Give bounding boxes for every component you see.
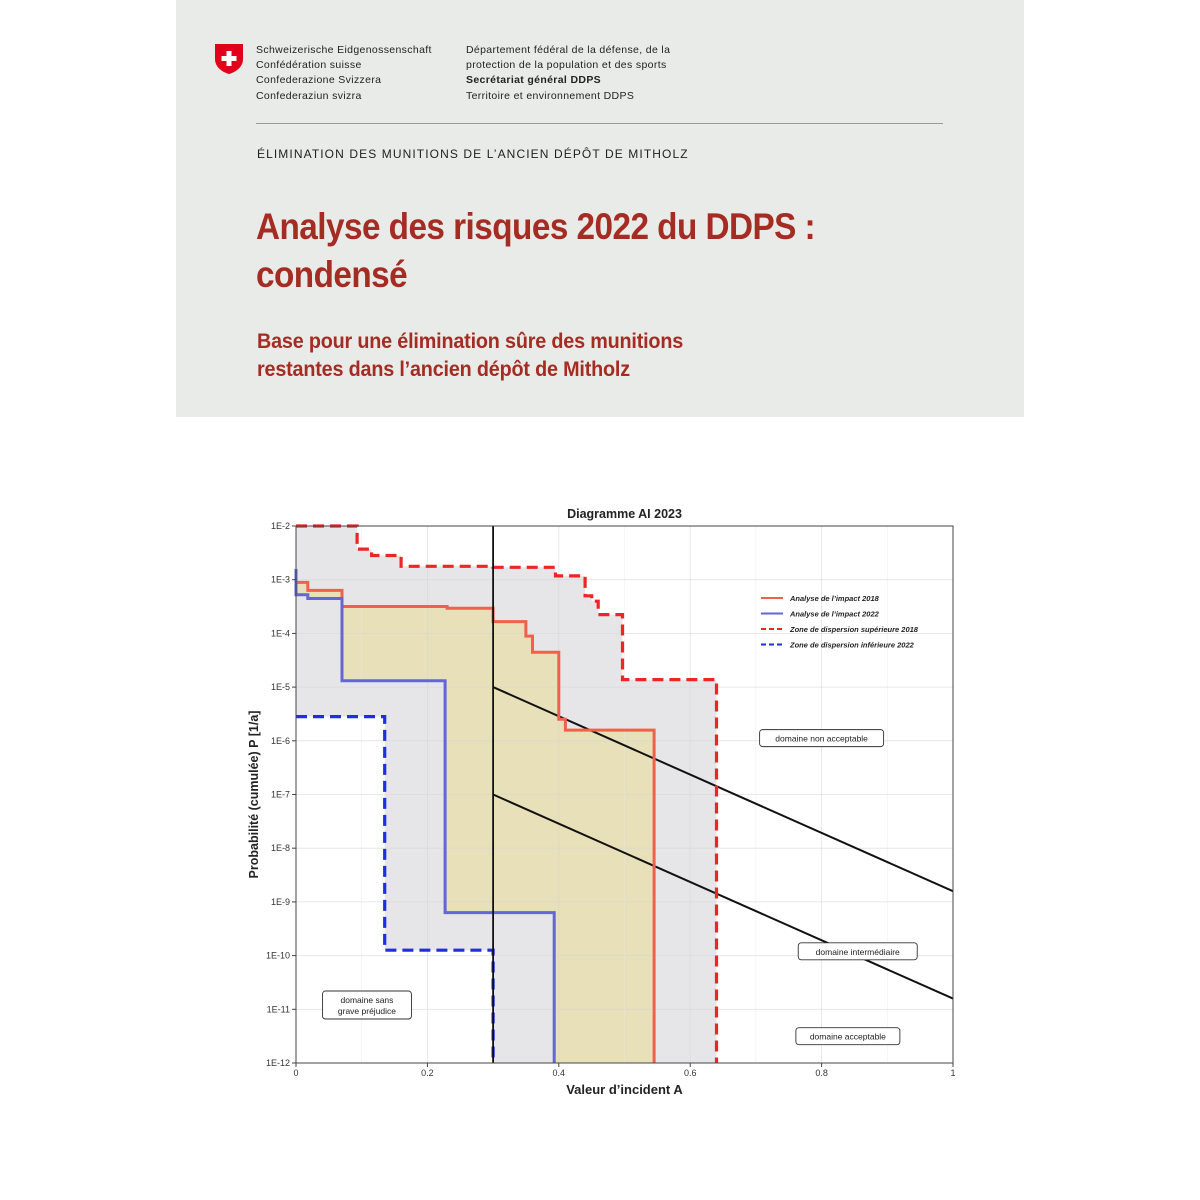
legend-label: Zone de dispersion inférieure 2022 [790, 640, 914, 650]
annotation-label: domaine sans [340, 995, 394, 1006]
swiss-flag-icon [214, 43, 244, 75]
department-line: Secrétariat général DDPS [466, 74, 602, 87]
department-line: Département fédéral de la défense, de la [466, 44, 671, 56]
y-tick-label: 1E-5 [270, 682, 290, 693]
legend-label: Analyse de l’impact 2018 [790, 594, 879, 603]
confederation-line: Confédération suisse [256, 59, 362, 72]
confederation-line: Confederazione Svizzera [256, 74, 382, 87]
department-names [466, 43, 670, 104]
y-tick-label: 1E-6 [270, 735, 290, 746]
y-tick-label: 1E-2 [270, 521, 290, 531]
y-tick-label: 1E-3 [270, 574, 290, 585]
confederation-line: Confederaziun svizra [256, 89, 362, 102]
y-tick-label: 1E-9 [270, 896, 290, 907]
series-title: ÉLIMINATION DES MUNITIONS DE L’ANCIEN DÉPÔT DE MITHOLZ [257, 147, 689, 161]
y-tick-label: 1E-12 [265, 1058, 290, 1068]
annotation-label: domaine non acceptable [775, 733, 868, 744]
annotation-label: domaine intermédiaire [815, 946, 900, 957]
y-tick-label: 1E-8 [270, 843, 290, 854]
title-line: condensé [256, 254, 408, 295]
annotation-label: grave préjudice [337, 1006, 397, 1017]
document-title [256, 203, 904, 299]
x-axis-label: Valeur d’incident A [566, 1082, 683, 1097]
ai-diagram-chart [240, 495, 970, 1105]
x-tick-label: 0.2 [421, 1068, 434, 1078]
x-tick-label: 0 [293, 1068, 299, 1078]
title-line: Analyse des risques 2022 du DDPS : [256, 206, 816, 247]
department-line: Territoire et environnement DDPS [466, 89, 635, 102]
y-tick-label: 1E-11 [266, 1004, 290, 1015]
y-tick-label: 1E-7 [270, 789, 290, 800]
x-tick-label: 0.6 [683, 1068, 697, 1078]
chart-title: Diagramme AI 2023 [567, 507, 682, 521]
y-axis-label: Probabilité (cumulée) P [1/a] [247, 710, 261, 879]
legend-label: Zone de dispersion supérieure 2018 [790, 625, 918, 634]
x-tick-label: 1 [950, 1068, 956, 1078]
subtitle-line: Base pour une élimination sûre des munitions [257, 329, 684, 353]
confederation-names [256, 43, 432, 104]
x-tick-label: 0.4 [552, 1068, 566, 1078]
x-tick-label: 0.8 [815, 1068, 828, 1078]
subtitle-line: restantes dans l’ancien dépôt de Mitholz [257, 357, 630, 381]
document-subtitle [257, 327, 683, 383]
department-line: protection de la population et des sports [466, 59, 667, 72]
y-tick-label: 1E-4 [270, 628, 290, 639]
confederation-line: Schweizerische Eidgenossenschaft [256, 44, 432, 56]
legend-label: Analyse de l’impact 2022 [790, 609, 879, 619]
header-divider [256, 123, 943, 124]
y-tick-label: 1E-10 [265, 950, 290, 961]
annotation-label: domaine acceptable [809, 1031, 886, 1042]
